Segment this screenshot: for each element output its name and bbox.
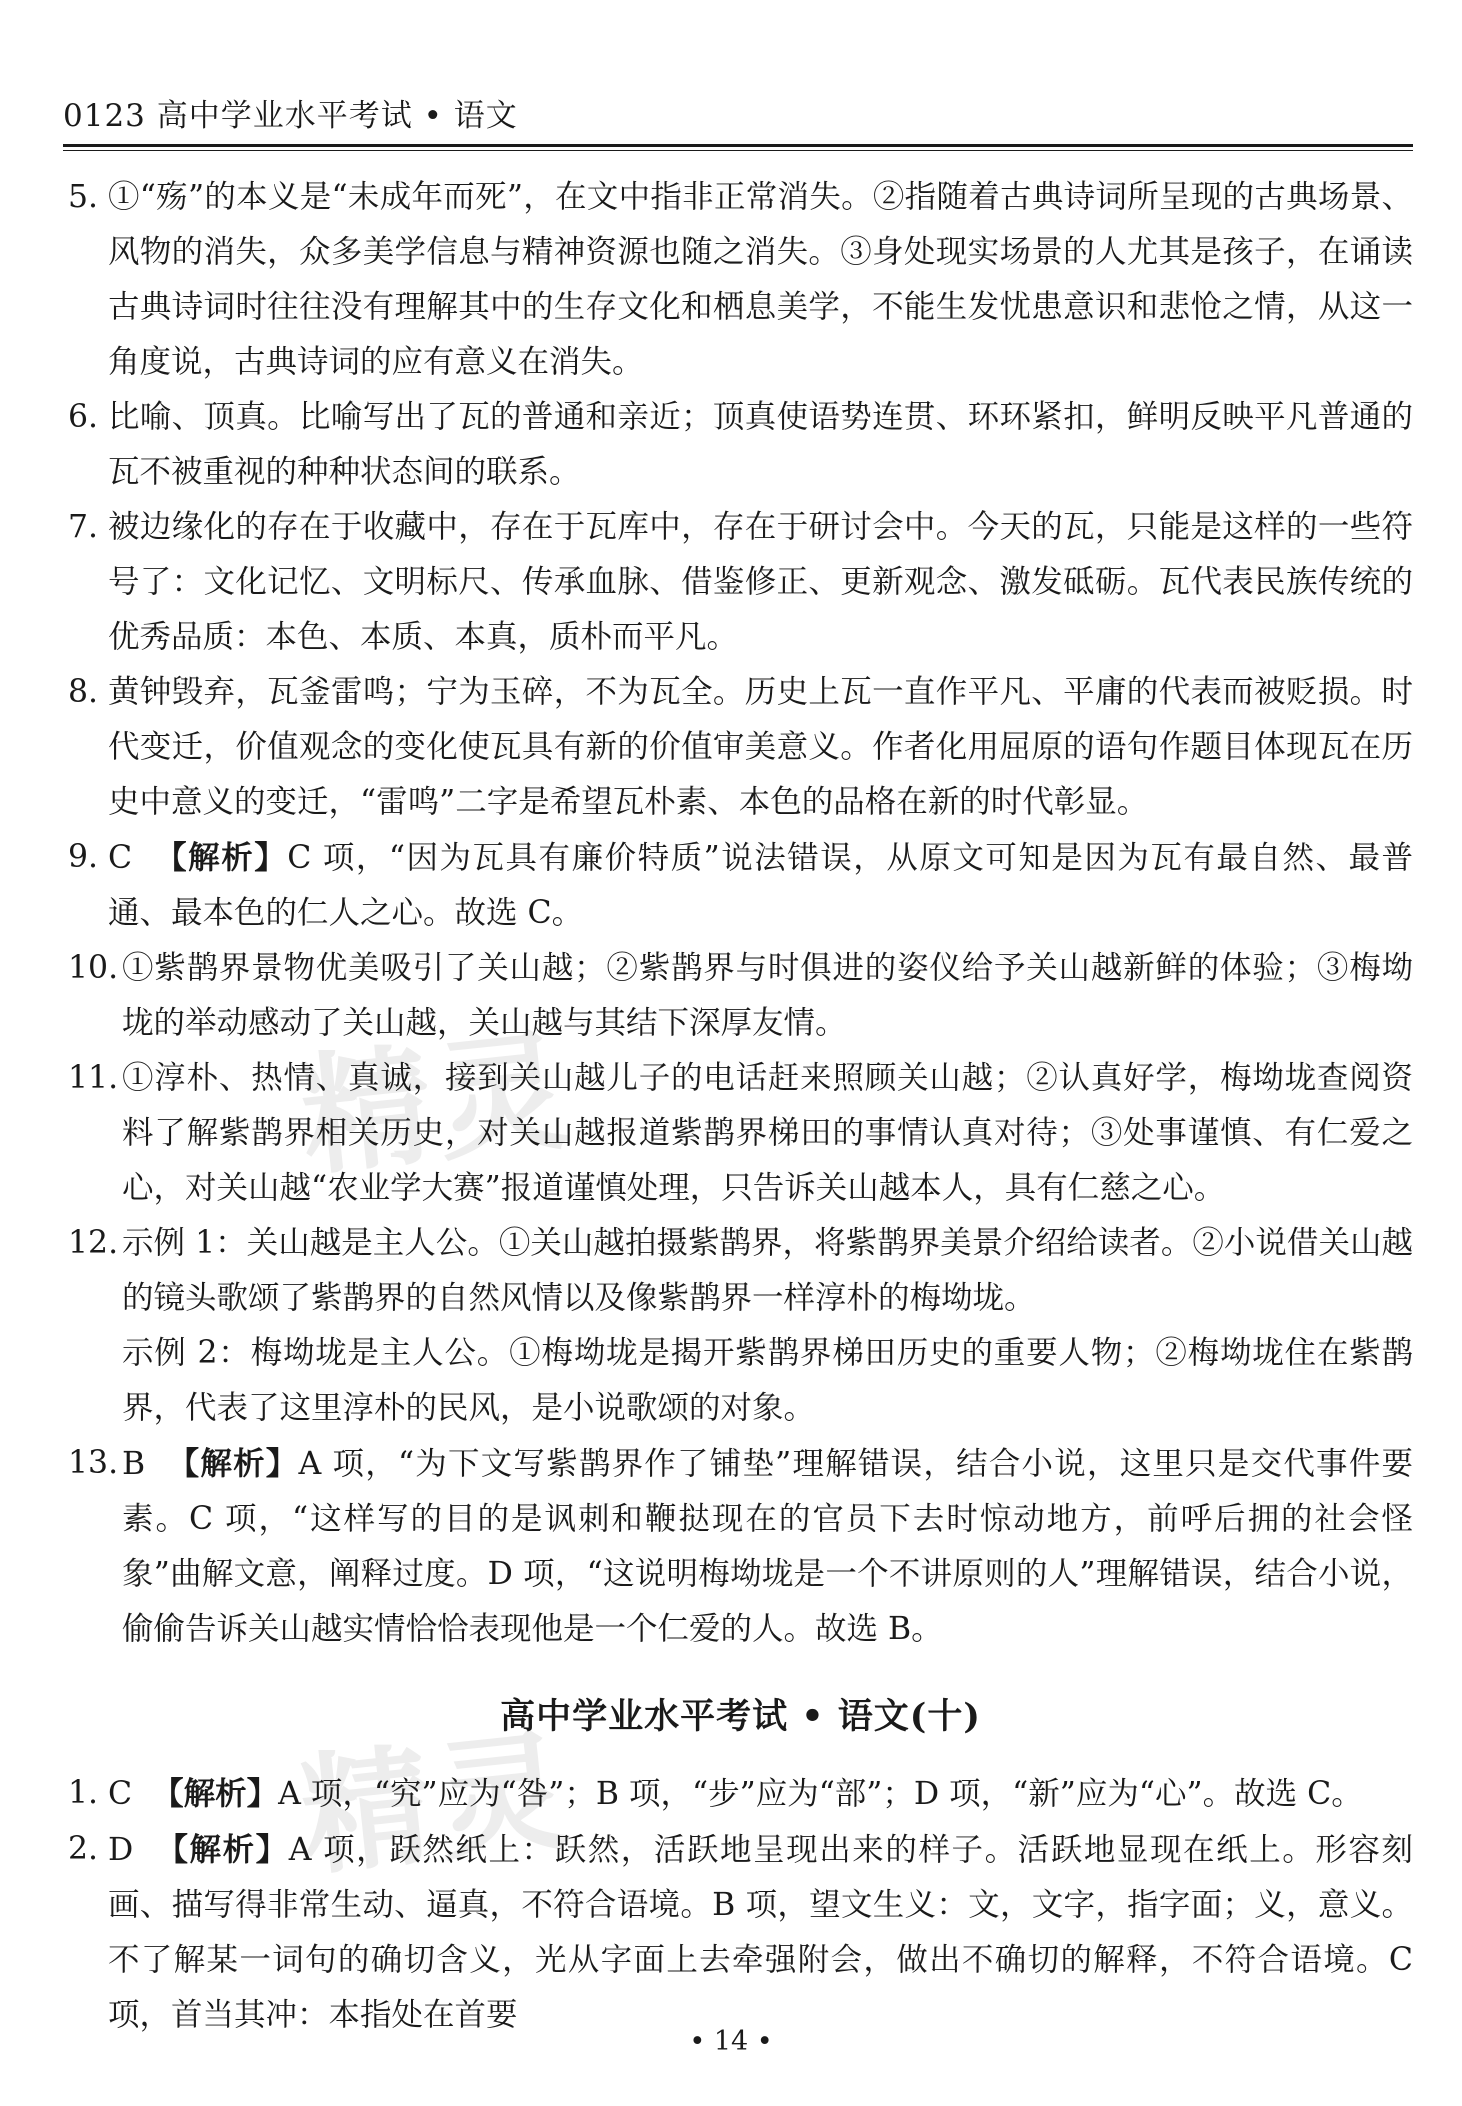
answer-letter: D — [108, 1832, 134, 1868]
header-rule — [63, 144, 1413, 147]
watermark: 精灵 — [293, 1014, 581, 1194]
analysis-tag: 【解析】 — [152, 1775, 279, 1812]
answer-item-8 — [68, 665, 1413, 830]
answer-text — [108, 1822, 1413, 2043]
watermark: 精灵 — [293, 1714, 581, 1894]
analysis-tag: 【解析】 — [155, 839, 288, 876]
answer-item-11 — [68, 1051, 1413, 1216]
answer-letter: C — [108, 840, 133, 876]
answer-item-12 — [68, 1216, 1413, 1436]
answer-text — [108, 1766, 1413, 1822]
answer-letter: C — [108, 1776, 133, 1812]
answer-item-b2 — [68, 1822, 1413, 2043]
answer-item-b1 — [68, 1766, 1413, 1822]
analysis-tag: 【解析】 — [156, 1831, 289, 1868]
answer-text: 比喻、顶真。比喻写出了瓦的普通和亲近；顶真使语势连贯、环环紧扣，鲜明反映平凡普通的瓦不被重视的种种状态间的联系。 — [108, 399, 1413, 490]
answer-text: 示例 1：关山越是主人公。①关山越拍摄紫鹊界，将紫鹊界美景介绍给读者。②小说借关山越的镜头歌颂了紫鹊界的自然风情以及像紫鹊界一样淳朴的梅坳垅。 — [122, 1225, 1413, 1316]
answer-letter: B — [122, 1446, 146, 1482]
answer-content — [68, 170, 1413, 2043]
answer-item-9 — [68, 830, 1413, 941]
item-number: 10. — [68, 950, 119, 986]
page-number: • 14 • — [689, 2026, 773, 2057]
analysis-text: A 项，跃然纸上：跃然，活跃地呈现出来的样子。活跃地显现在纸上。形容刻画、描写得非常生动、逼真，不符合语境。B 项，望文生义：文，文字，指字面；义，意义。不了解某一词句的确切含义，光从字面上去牵强附会，做出不确切的解释，不符合语境。C 项，首当其冲：本指处在首要 — [108, 1832, 1414, 2033]
answer-text — [108, 830, 1413, 941]
item-number: 11. — [68, 1060, 119, 1096]
item-number: 9. — [68, 839, 99, 875]
answer-item-13 — [68, 1436, 1413, 1657]
answer-text-example-2: 示例 2：梅坳垅是主人公。①梅坳垅是揭开紫鹊界梯田历史的重要人物；②梅坳垅住在紫鹊界，代表了这里淳朴的民风，是小说歌颂的对象。 — [122, 1335, 1413, 1426]
answer-item-10 — [68, 941, 1413, 1051]
answer-text: ①淳朴、热情、真诚，接到关山越儿子的电话赶来照顾关山越；②认真好学，梅坳垅查阅资料了解紫鹊界相关历史，对关山越报道紫鹊界梯田的事情认真对待；③处事谨慎、有仁爱之心，对关山越“农业学大赛”报道谨慎处理，只告诉关山越本人，具有仁慈之心。 — [122, 1060, 1413, 1206]
answer-text: ①紫鹊界景物优美吸引了关山越；②紫鹊界与时俱进的姿仪给予关山越新鲜的体验；③梅坳垅的举动感动了关山越，关山越与其结下深厚友情。 — [122, 950, 1413, 1041]
item-number: 12. — [68, 1225, 119, 1261]
item-number: 2. — [68, 1831, 99, 1867]
answer-text: 被边缘化的存在于收藏中，存在于瓦库中，存在于研讨会中。今天的瓦，只能是这样的一些符号了：文化记忆、文明标尺、传承血脉、借鉴修正、更新观念、激发砥砺。瓦代表民族传统的优秀品质：本色、本质、本真，质朴而平凡。 — [108, 509, 1413, 655]
answer-item-6 — [68, 390, 1413, 500]
answer-text — [122, 1436, 1413, 1657]
answer-item-7 — [68, 500, 1413, 665]
analysis-text: A 项，“为下文写紫鹊界作了铺垫”理解错误，结合小说，这里只是交代事件要素。C 项，“这样写的目的是讽刺和鞭挞现在的官员下去时惊动地方，前呼后拥的社会怪象”曲解文意，阐释过度。D 项，“这说明梅坳垅是一个不讲原则的人”理解错误，结合小说，偷偷告诉关山越实情恰恰表现他是一个仁爱的人。故选 B。 — [122, 1446, 1413, 1647]
answer-text: 黄钟毁弃，瓦釜雷鸣；宁为玉碎，不为瓦全。历史上瓦一直作平凡、平庸的代表而被贬损。时代变迁，价值观念的变化使瓦具有新的价值审美意义。作者化用屈原的语句作题目体现瓦在历史中意义的变迁，“雷鸣”二字是希望瓦朴素、本色的品格在新的时代彰显。 — [108, 674, 1413, 820]
item-number: 13. — [68, 1445, 119, 1481]
answer-item-5 — [68, 170, 1413, 390]
item-number: 7. — [68, 509, 99, 545]
analysis-text: C 项，“因为瓦具有廉价特质”说法错误，从原文可知是因为瓦有最自然、最普通、最本色的仁人之心。故选 C。 — [108, 840, 1413, 931]
item-number: 8. — [68, 674, 99, 710]
analysis-text: A 项，“究”应为“咎”；B 项，“步”应为“部”；D 项，“新”应为“心”。故选 C。 — [278, 1776, 1363, 1812]
analysis-tag: 【解析】 — [167, 1445, 299, 1482]
page-header: 0123 高中学业水平考试 • 语文 — [63, 98, 518, 134]
header-rule-thin — [63, 150, 1413, 151]
section-title: 高中学业水平考试 • 语文(十) — [500, 1696, 981, 1737]
answer-text: ①“殇”的本义是“未成年而死”，在文中指非正常消失。②指随着古典诗词所呈现的古典场景、风物的消失，众多美学信息与精神资源也随之消失。③身处现实场景的人尤其是孩子，在诵读古典诗词时往往没有理解其中的生存文化和栖息美学，不能生发忧患意识和悲怆之情，从这一角度说，古典诗词的应有意义在消失。 — [108, 179, 1413, 380]
item-number: 1. — [68, 1775, 99, 1811]
item-number: 5. — [68, 179, 99, 215]
item-number: 6. — [68, 399, 99, 435]
